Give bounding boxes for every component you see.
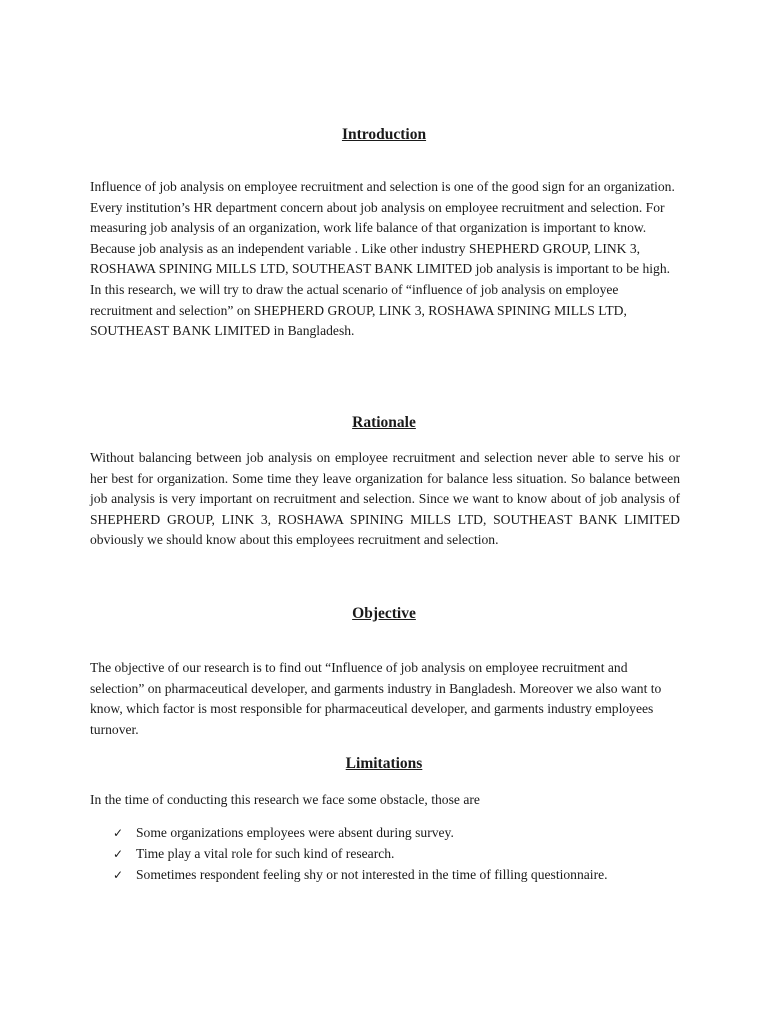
objective-heading: Objective bbox=[352, 605, 416, 622]
limitations-list bbox=[113, 823, 608, 885]
checkmark-icon: ✓ bbox=[113, 826, 124, 840]
checkmark-icon: ✓ bbox=[113, 846, 124, 861]
limitations-intro: In the time of conducting this research we face some obstacle, those are bbox=[90, 792, 480, 807]
list-item bbox=[113, 844, 608, 865]
objective-paragraph: The objective of our research is to find out “Influence of job analysis on employee recruitment and selection” on pharmaceutical developer, and garments industry in Bangladesh. Moreover we also want to know, which factor is most responsible for pharmaceutical developer, and garments industry employees turnover. bbox=[90, 660, 662, 737]
list-item-text: Time play a vital role for such kind of research. bbox=[136, 845, 395, 861]
introduction-paragraph: Influence of job analysis on employee recruitment and selection is one of the good sign for an organization. Every institution’s HR department concern about job analysis on employee recruitment and selection. For measuring job analysis of an organization, work life balance of that organization is important to know. Because job analysis as an independent variable . Like other industry SHEPHERD GROUP, LINK 3, ROSHAWA SPINING MILLS LTD, SOUTHEAST BANK LIMITED job analysis is important to be high. In this research, we will try to draw the actual scenario of “influence of job analysis on employee recruitment and selection” on SHEPHERD GROUP, LINK 3, ROSHAWA SPINING MILLS LTD, SOUTHEAST BANK LIMITED in Bangladesh. bbox=[90, 179, 675, 339]
checkmark-icon: ✓ bbox=[113, 867, 124, 882]
list-item bbox=[113, 865, 608, 886]
rationale-heading: Rationale bbox=[352, 414, 416, 431]
limitations-heading: Limitations bbox=[345, 755, 423, 772]
list-item-text: Sometimes respondent feeling shy or not interested in the time of filling questionnaire. bbox=[136, 866, 608, 882]
list-item bbox=[113, 823, 608, 844]
introduction-heading: Introduction bbox=[341, 126, 427, 143]
list-item-text: Some organizations employees were absent during survey. bbox=[136, 825, 454, 840]
rationale-paragraph: Without balancing between job analysis on employee recruitment and selection never able to serve his or her best for organization. Some time they leave organization for balance less situation. So balance between job analysis is very important on recruitment and selection. Since we want to know about of job analysis of SHEPHERD GROUP, LINK 3, ROSHAWA SPINING MILLS LTD, SOUTHEAST BANK LIMITED obviously we should know about this employees recruitment and selection. bbox=[90, 450, 680, 548]
